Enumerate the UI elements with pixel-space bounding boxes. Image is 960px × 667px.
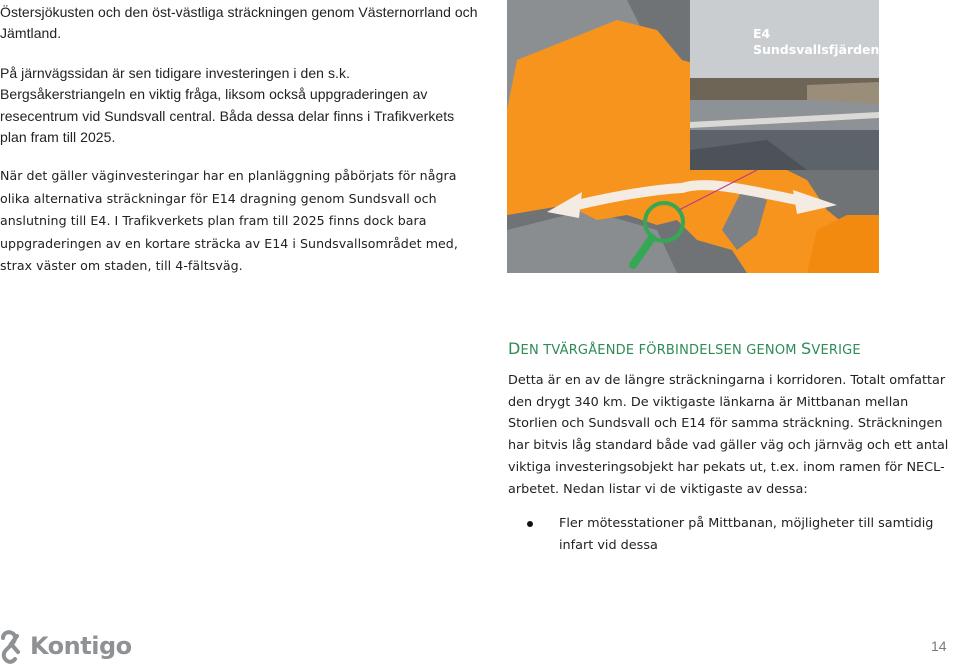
map-figure xyxy=(507,0,879,273)
paragraph-road: När det gäller väginvesteringar har en planläggning påbörjats för några olika alternativa sträckningar för E14 dragning genom Sundsvall och anslutning till E4. I Trafikverkets plan fram till 2025 finns dock bara uppgraderingen av en kortare sträcka av E14 i Sundsvallsområdet med, strax väster om staden, till 4-fältsväg. xyxy=(0,168,458,274)
paragraph-intro: Östersjökusten och den öst-västliga sträckningen genom Västernorrland och Jämtland. xyxy=(0,4,478,42)
heading-part: S xyxy=(801,339,812,358)
heading-part: EN TVÄRGÅENDE FÖRBINDELSEN GENOM xyxy=(520,343,801,358)
logo-text: Kontigo xyxy=(30,632,132,660)
paragraph-railway: På järnvägssidan är sen tidigare investeringen i den s.k. Bergsåkerstriangeln en viktig fråga, liksom också uppgraderingen av resecentrum vid Sundsvall central. Båda dessa delar finns i Trafikverkets plan fram till 2025. xyxy=(0,65,455,146)
section-body: Detta är en av de längre sträckningarna i korridoren. Totalt omfattar den drygt 340 km. De viktigaste länkarna är Mittbanan mellan Storlien och Sundsvall och E14 för samma sträckning. Sträckningen har bitvis låg standard både vad gäller väg och järnväg och ett antal viktiga investeringsobjekt har pekats ut, t.ex. inom ramen för NECL-arbetet. Nedan listar vi de viktigaste av dessa: xyxy=(508,373,949,497)
list-item: Fler mötesstationer på Mittbanan, möjligheter till samtidig infart vid dessa xyxy=(508,513,960,557)
heading-part: VERIGE xyxy=(811,343,861,358)
photo-label: E4 Sundsvallsfjärden xyxy=(753,26,879,57)
bullet-list xyxy=(508,513,960,557)
heading-part: D xyxy=(508,339,521,358)
page-number: 14 xyxy=(931,638,947,654)
section-heading xyxy=(508,339,861,358)
